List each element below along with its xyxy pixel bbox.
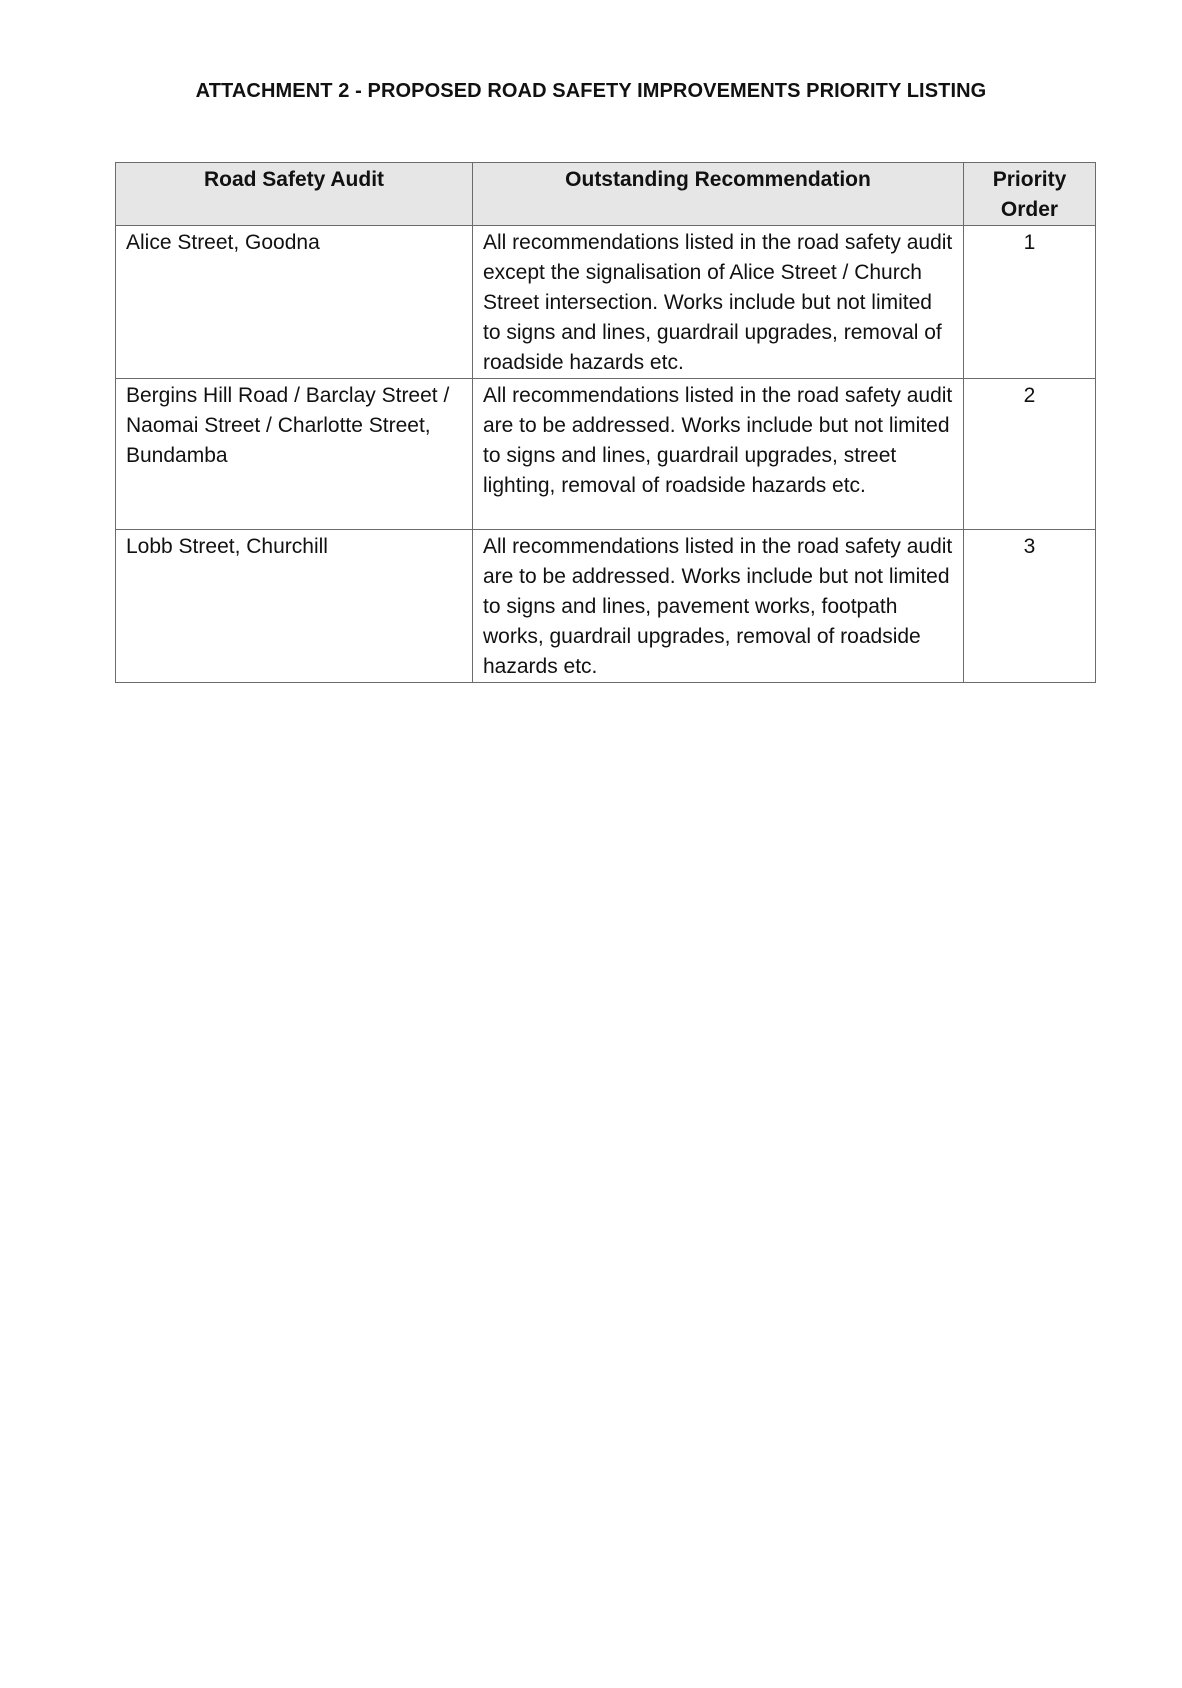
- recommendation-cell: All recommendations listed in the road safety audit except the signalisation of Alice Street / Church Street intersection. Works include but not limited to signs and lines, guardrail upgrades, removal of roadside hazards etc.: [473, 226, 964, 379]
- table-row: [116, 530, 1096, 683]
- audit-cell: Lobb Street, Churchill: [116, 530, 473, 683]
- header-road-safety-audit: Road Safety Audit: [116, 163, 473, 226]
- page-title: ATTACHMENT 2 - PROPOSED ROAD SAFETY IMPROVEMENTS PRIORITY LISTING: [195, 80, 987, 102]
- priority-cell: 1: [964, 226, 1096, 379]
- header-outstanding-recommendation: Outstanding Recommendation: [473, 163, 964, 226]
- priority-cell: 3: [964, 530, 1096, 683]
- table-row: [116, 226, 1096, 379]
- recommendation-cell: All recommendations listed in the road safety audit are to be addressed. Works include but not limited to signs and lines, pavement works, footpath works, guardrail upgrades, removal of roadside hazards etc.: [473, 530, 964, 683]
- recommendation-cell: All recommendations listed in the road safety audit are to be addressed. Works include but not limited to signs and lines, guardrail upgrades, street lighting, removal of roadside hazards etc.: [473, 379, 964, 530]
- table-header-row: [116, 163, 1096, 226]
- priority-cell: 2: [964, 379, 1096, 530]
- header-priority-order: [964, 163, 1096, 226]
- priority-table: [115, 162, 1096, 683]
- table-row: [116, 379, 1096, 530]
- header-priority-line2: Order: [1000, 198, 1059, 221]
- header-priority-line1: Priority: [992, 168, 1067, 191]
- audit-cell: Alice Street, Goodna: [116, 226, 473, 379]
- audit-cell: Bergins Hill Road / Barclay Street / Naomai Street / Charlotte Street, Bundamba: [116, 379, 473, 530]
